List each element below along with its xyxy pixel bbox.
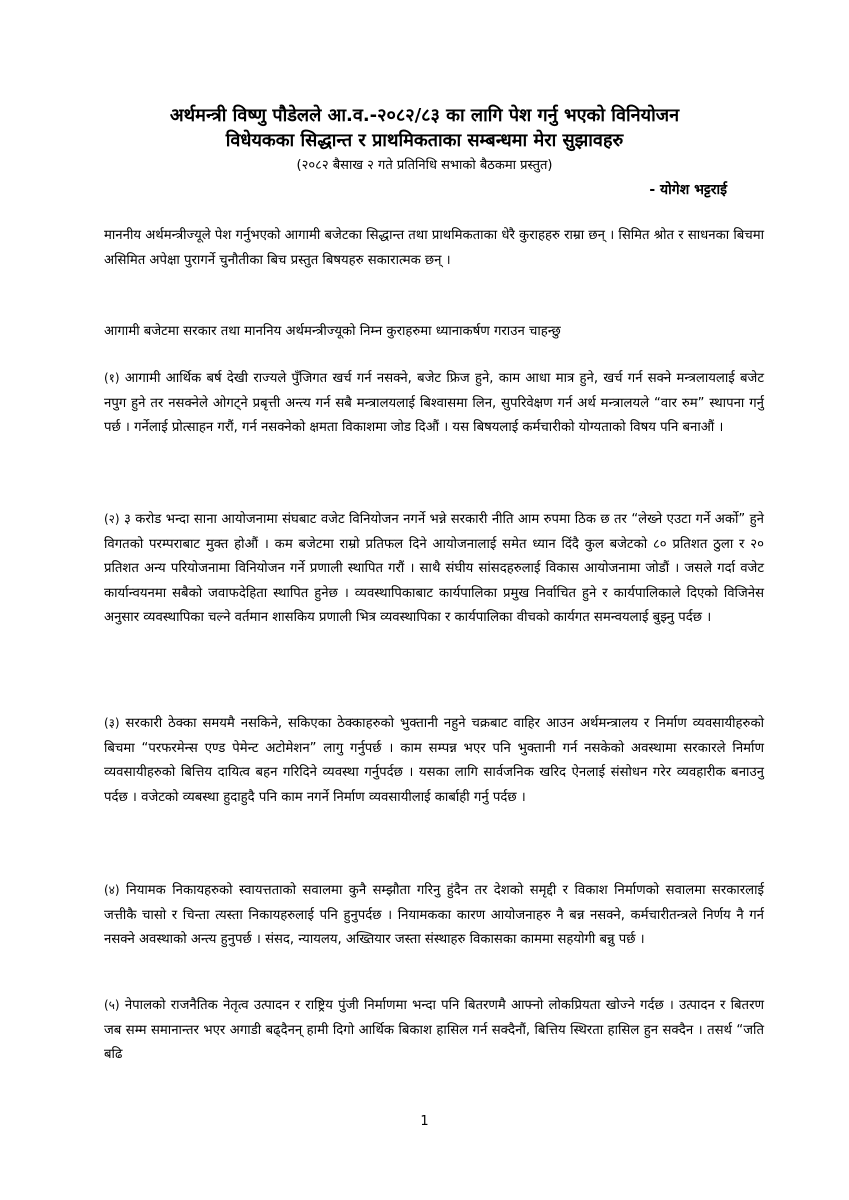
document-title-line-1: अर्थमन्त्री विष्णु पौडेलले आ.व.-२०८२/८३ का लागि पेश गर्नु भएको विनियोजन (169, 105, 680, 126)
list-item-text: नियामक निकायहरुको स्वायत्तताको सवालमा कुनै सम्झौता गरिनु हुंदैन तर देशको समृद्दी र विकाश निर्माणको सवालमा सरकारलाई जत्तीकै चासो र चिन्ता त्यस्ता निकायहरुलाई पनि हुनुपर्दछ । नियामकका कारण आयोजनाहरु नै बन्न नसक्ने, कर्मचारीतन्त्रले निर्णय नै गर्न नसक्ने अवस्थाको अन्त्य हुनुपर्छ । संसद, न्यायलय, अख्तियार जस्ता संस्थाहरु विकासका काममा सहयोगी बन्नु पर्छ । (104, 883, 764, 947)
list-item-2 (104, 507, 764, 631)
list-item-5 (104, 993, 764, 1068)
document-author: - योगेश भट्टराई (649, 182, 727, 198)
intro-paragraph: माननीय अर्थमन्त्रीज्यूले पेश गर्नुभएको आगामी बजेटका सिद्धान्त तथा प्राथमिकताका धेरै कुराहहरु राम्रा छन् । सिमित श्रोत र साधनका बिचमा असिमित अपेक्षा पुरागर्ने चुनौतीका बिच प्रस्तुत बिषयहरु सकारात्मक छन् । (104, 228, 764, 268)
page-number: 1 (420, 1114, 429, 1129)
document-title-line-2: विधेयकका सिद्धान्त र प्राथमिकताका सम्बन्धमा मेरा सुझावहरु (225, 130, 624, 151)
list-item-number: (५) (104, 998, 120, 1012)
attention-paragraph: आगामी बजेटमा सरकार तथा माननिय अर्थमन्त्रीज्यूको निम्न कुराहरुमा ध्यानाकर्षण गराउन चाहन्छु (104, 324, 561, 339)
list-item-4 (104, 878, 764, 953)
document-subtitle: (२०८२ बैसाख २ गते प्रतिनिधि सभाको बैठकमा प्रस्तुत) (296, 158, 553, 173)
list-item-number: (४) (104, 883, 120, 897)
list-item-number: (२) (104, 512, 120, 526)
list-item-3 (104, 711, 764, 810)
list-item-number: (३) (104, 716, 120, 730)
list-item-text: नेपालको राजनैतिक नेतृत्व उत्पादन र राष्ट्रिय पुंजी निर्माणमा भन्दा पनि बितरणमै आफ्नो लोकप्रियता खोज्ने गर्दछ । उत्पादन र बितरण जब सम्म समानान्तर भएर अगाडी बढ्दैनन् हामी दिगो आर्थिक बिकाश हासिल गर्न सक्दैनौं, बित्तिय स्थिरता हासिल हुन सक्दैन । तसर्थ “जति बढि (104, 998, 764, 1062)
list-item-text: सरकारी ठेक्का समयमै नसकिने, सकिएका ठेक्काहरुको भुक्तानी नहुने चक्रबाट वाहिर आउन अर्थमन्त्रालय र निर्माण व्यवसायीहरुको बिचमा “परफरमेन्स एण्ड पेमेन्ट अटोमेशन” लागु गर्नुपर्छ । काम सम्पन्न भएर पनि भुक्तानी गर्न नसकेको अवस्थामा सरकारले निर्माण व्यवसायीहरुको बित्तिय दायित्व बहन गरिदिने व्यवस्था गर्नुपर्दछ । यसका लागि सार्वजनिक खरिद ऐनलाई संसोधन गरेर व्यवहारीक बनाउनु पर्दछ । वजेटको व्यबस्था हुदाहुदै पनि काम नगर्ने निर्माण व्यवसायीलाई कार्बाही गर्नु पर्दछ । (104, 716, 764, 805)
list-item-text: ३ करोड भन्दा साना आयोजनामा संघबाट वजेट विनियोजन नगर्ने भन्ने सरकारी नीति आम रुपमा ठिक छ तर “लेख्ने एउटा गर्ने अर्को” हुने विगतको परम्पराबाट मुक्त होऔं । कम बजेटमा राम्रो प्रतिफल दिने आयोजनालाई समेत ध्यान दिंदै कुल बजेटको ८० प्रतिशत ठुला र २० प्रतिशत अन्य परियोजनामा विनियोजन गर्ने प्रणाली स्थापित गरौं । साथै संघीय सांसदहरुलाई विकास आयोजनामा जोडौं । जसले गर्दा वजेट कार्यान्वयनमा सबैको जवाफदेहिता स्थापित हुनेछ । व्यवस्थापिकाबाट कार्यपालिका प्रमुख निर्वाचित हुने र कार्यपालिकाले दिएको विजिनेस अनुसार व्यवस्थापिका चल्ने वर्तमान शासकिय प्रणाली भित्र व्यवस्थापिका र कार्यपालिका वीचको कार्यगत समन्वयलाई बुझ्नु पर्दछ । (104, 512, 764, 625)
list-item-1 (104, 366, 764, 441)
list-item-text: आगामी आर्थिक बर्ष देखी राज्यले पुँजिगत खर्च गर्न नसक्ने, बजेट फ्रिज हुने, काम आधा मात्र हुने, खर्च गर्न सक्ने मन्त्रलायलाई बजेट नपुग हुने तर नसक्नेले ओगट्ने प्रबृत्ती अन्त्य गर्न सबै मन्त्रालयलाई बिश्वासमा लिन, सुपरिवेक्षण गर्न अर्थ मन्त्रालयले “वार रुम” स्थापना गर्नु पर्छ । गर्नेलाई प्रोत्साहन गरौं, गर्न नसक्नेको क्षमता विकाशमा जोड दिऔं । यस बिषयलाई कर्मचारीको योग्यताको विषय पनि बनाऔं । (104, 371, 764, 435)
list-item-number: (१) (104, 371, 120, 385)
